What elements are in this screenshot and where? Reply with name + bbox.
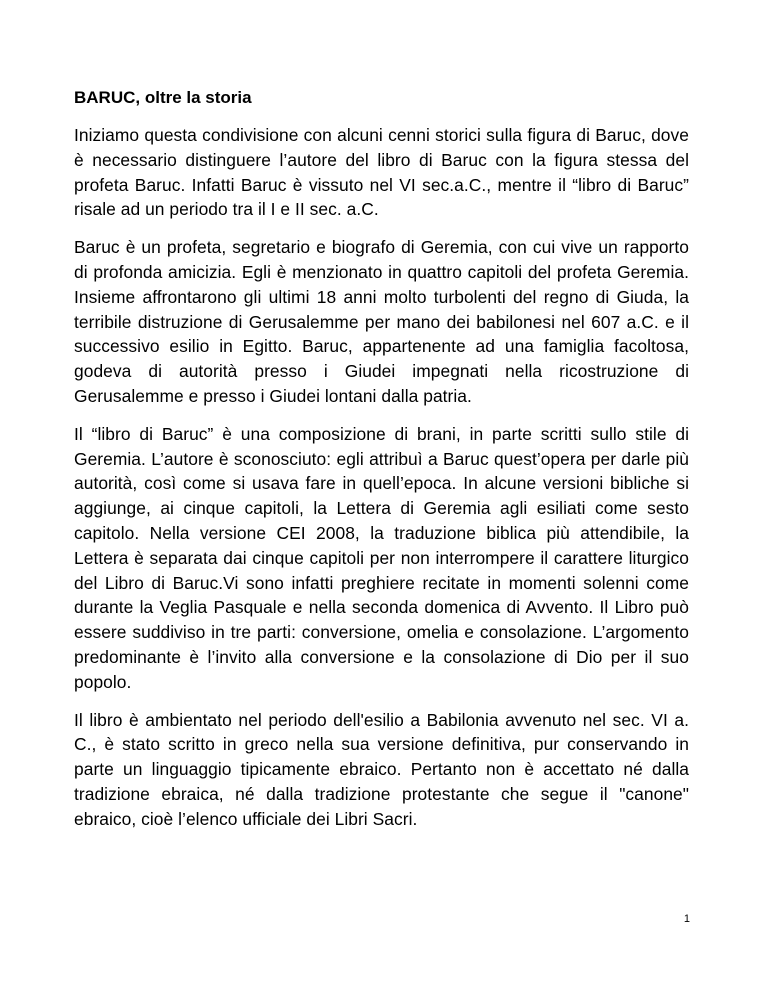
paragraph-2: Baruc è un profeta, segretario e biografo di Geremia, con cui vive un rapporto di profonda amicizia. Egli è menzionato in quattro capitoli del profeta Geremia. Insieme affrontarono gli ultimi 18 anni molto turbolenti del regno di Giuda, la terribile distruzione di Gerusalemme per mano dei babilonesi nel 607 a.C. e il successivo esilio in Egitto. Baruc, appartenente ad una famiglia facoltosa, godeva di autorità presso i Giudei impegnati nella ricostruzione di Gerusalemme e presso i Giudei lontani dalla patria. bbox=[74, 237, 689, 406]
paragraph-1: Iniziamo questa condivisione con alcuni cenni storici sulla figura di Baruc, dove è necessario distinguere l’autore del libro di Baruc con la figura stessa del profeta Baruc. Infatti Baruc è vissuto nel VI sec.a.C., mentre il “libro di Baruc” risale ad un periodo tra il I e II sec. a.C. bbox=[74, 125, 689, 220]
document-title: BARUC, oltre la storia bbox=[74, 88, 252, 107]
paragraph-4: Il libro è ambientato nel periodo dell'esilio a Babilonia avvenuto nel sec. VI a. C., è stato scritto in greco nella sua versione definitiva, pur conservando in parte un linguaggio tipicamente ebraico. Pertanto non è accettato né dalla tradizione ebraica, né dalla tradizione protestante che segue il "canone" ebraico, cioè l’elenco ufficiale dei Libri Sacri. bbox=[74, 709, 689, 829]
page-number: 1 bbox=[683, 913, 690, 925]
paragraph-3: Il “libro di Baruc” è una composizione di brani, in parte scritti sullo stile di Geremia. L’autore è sconosciuto: egli attribuì a Baruc quest’opera per darle più autorità, così come si usava fare in quell’epoca. In alcune versioni bibliche si aggiunge, ai cinque capitoli, la Lettera di Geremia agli esiliati come sesto capitolo. Nella versione CEI 2008, la traduzione biblica più attendibile, la Lettera è separata dai cinque capitoli per non interrompere il carattere liturgico del Libro di Baruc.Vi sono infatti preghiere recitate in momenti solenni come durante la Veglia Pasquale e nella seconda domenica di Avvento. Il Libro può essere suddiviso in tre parti: conversione, omelia e consolazione. L’argomento predominante è l’invito alla conversione e la consolazione di Dio per il suo popolo. bbox=[74, 423, 689, 692]
